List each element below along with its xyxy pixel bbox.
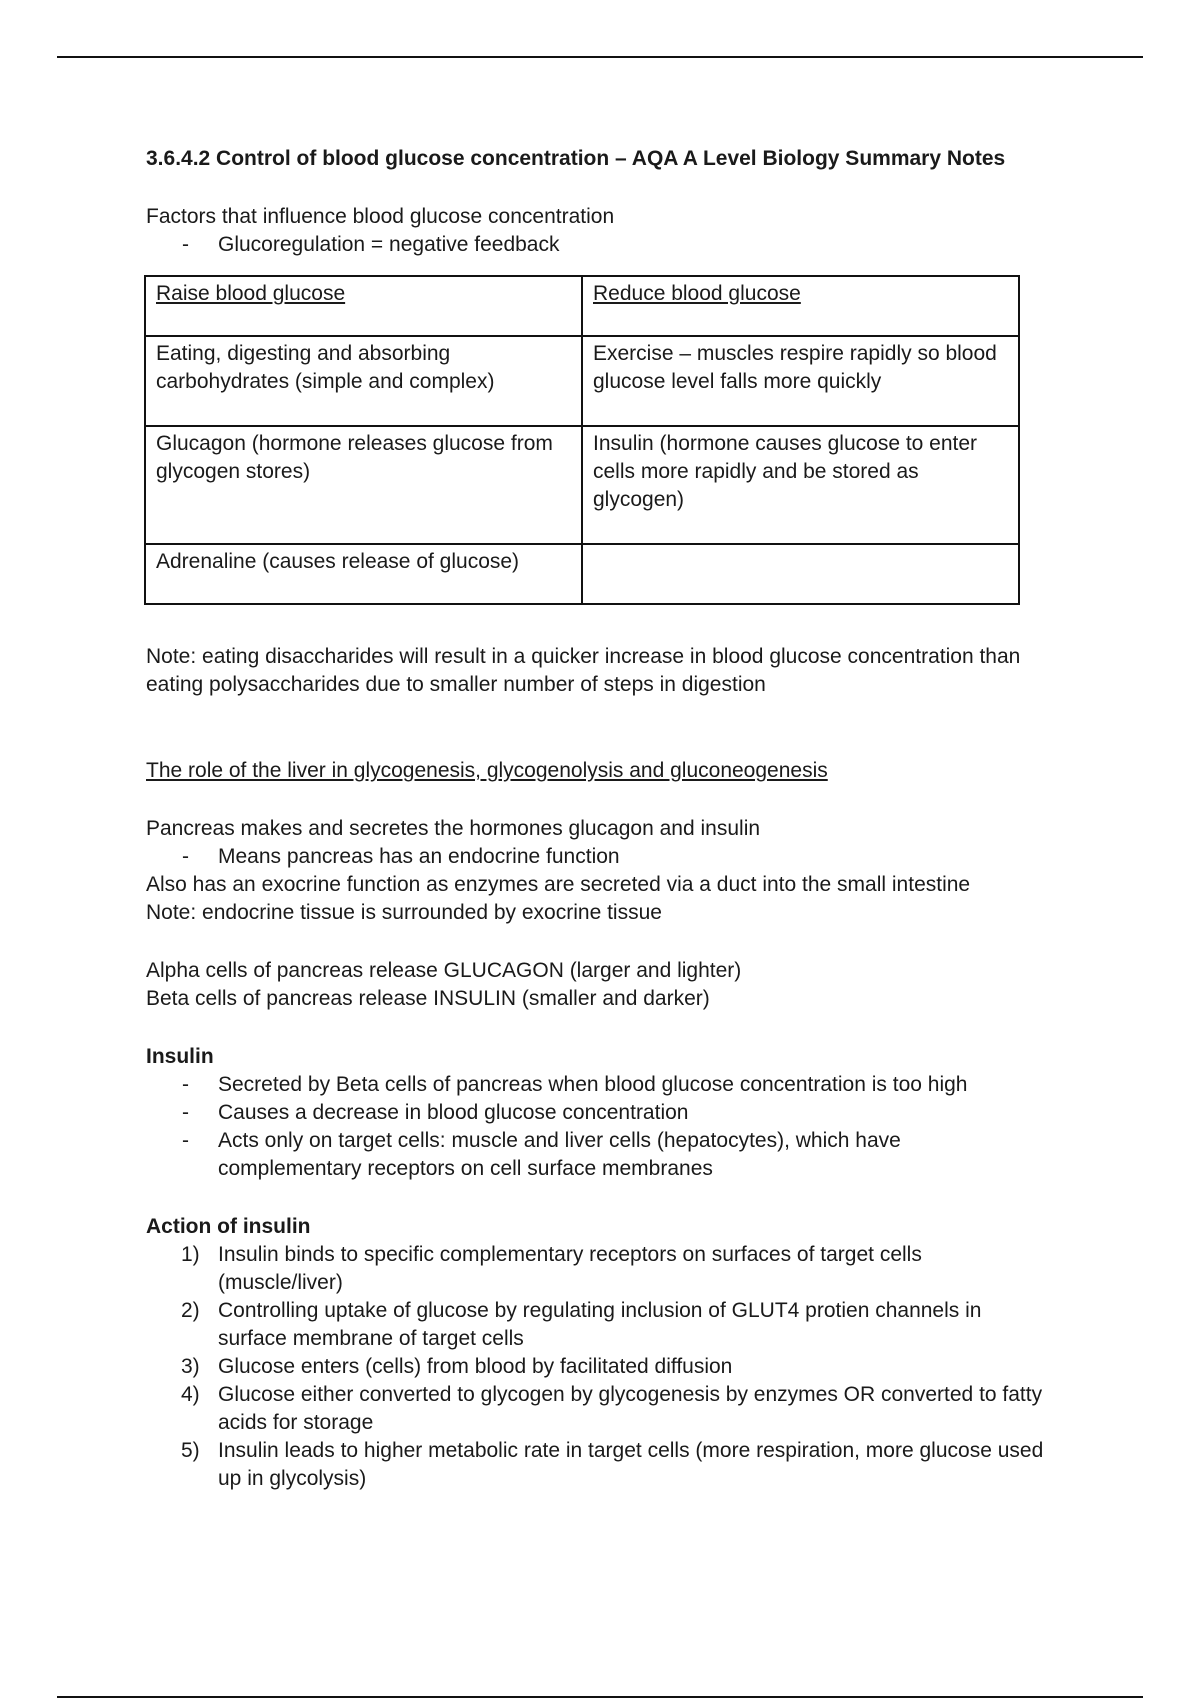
factors-table <box>144 275 1020 605</box>
table-cell: Glucagon (hormone releases glucose from glycogen stores) <box>145 426 582 544</box>
insulin-heading: Insulin <box>146 1045 214 1068</box>
factors-heading: Factors that influence blood glucose concentration <box>146 205 615 228</box>
list-item <box>181 1437 1046 1493</box>
beta-cells-line: Beta cells of pancreas release INSULIN (smaller and darker) <box>146 987 710 1010</box>
step-text: Glucose enters (cells) from blood by facilitated diffusion <box>218 1355 733 1378</box>
step-text: Controlling uptake of glucose by regulating inclusion of GLUT4 protien channels in surface membrane of target cells <box>218 1299 982 1350</box>
table-cell: Eating, digesting and absorbing carbohydrates (simple and complex) <box>145 336 582 426</box>
step-number: 3) <box>181 1355 200 1378</box>
digestion-note: Note: eating disaccharides will result in a quicker increase in blood glucose concentration than eating polysaccharides due to smaller number of steps in digestion <box>146 645 1021 696</box>
table-cell <box>582 544 1019 604</box>
step-number: 2) <box>181 1299 200 1322</box>
step-text: Glucose either converted to glycogen by glycogenesis by enzymes OR converted to fatty acids for storage <box>218 1383 1043 1434</box>
document-title: 3.6.4.2 Control of blood glucose concentration – AQA A Level Biology Summary Notes <box>146 147 1006 170</box>
table-row <box>145 426 1019 544</box>
list-item <box>181 1381 1046 1437</box>
list-item: - Means pancreas has an endocrine function <box>218 843 1046 871</box>
table-row <box>145 544 1019 604</box>
header-rule <box>57 56 1143 58</box>
table-cell: Adrenaline (causes release of glucose) <box>145 544 582 604</box>
table-row <box>145 336 1019 426</box>
list-item: - Causes a decrease in blood glucose concentration <box>218 1099 1046 1127</box>
document-page <box>146 145 1046 1493</box>
factors-list <box>146 231 1046 259</box>
footer-rule <box>57 1696 1143 1698</box>
table-cell: Insulin (hormone causes glucose to enter cells more rapidly and be stored as glycogen) <box>582 426 1019 544</box>
table-header-reduce: Reduce blood glucose <box>582 276 1019 336</box>
step-number: 4) <box>181 1383 200 1406</box>
table-cell: Exercise – muscles respire rapidly so blood glucose level falls more quickly <box>582 336 1019 426</box>
action-of-insulin-heading: Action of insulin <box>146 1215 311 1238</box>
list-item <box>181 1297 1046 1353</box>
insulin-list <box>146 1071 1046 1183</box>
list-item <box>181 1353 1046 1381</box>
step-number: 5) <box>181 1439 200 1462</box>
action-steps-list <box>146 1241 1046 1493</box>
table-header-raise: Raise blood glucose <box>145 276 582 336</box>
list-item <box>181 1241 1046 1297</box>
step-text: Insulin binds to specific complementary receptors on surfaces of target cells (muscle/liver) <box>218 1243 922 1294</box>
pancreas-list <box>146 843 1046 871</box>
liver-section-heading: The role of the liver in glycogenesis, glycogenolysis and gluconeogenesis <box>146 759 828 782</box>
endocrine-note: Note: endocrine tissue is surrounded by exocrine tissue <box>146 901 662 924</box>
exocrine-line: Also has an exocrine function as enzymes are secreted via a duct into the small intestine <box>146 873 971 896</box>
list-item: - Acts only on target cells: muscle and liver cells (hepatocytes), which have complementary receptors on cell surface membranes <box>218 1127 1046 1183</box>
list-item: - Glucoregulation = negative feedback <box>218 231 1046 259</box>
alpha-cells-line: Alpha cells of pancreas release GLUCAGON (larger and lighter) <box>146 959 742 982</box>
table-header-row <box>145 276 1019 336</box>
step-number: 1) <box>181 1243 200 1266</box>
step-text: Insulin leads to higher metabolic rate in target cells (more respiration, more glucose used up in glycolysis) <box>218 1439 1044 1490</box>
list-item: - Secreted by Beta cells of pancreas when blood glucose concentration is too high <box>218 1071 1046 1099</box>
pancreas-line: Pancreas makes and secretes the hormones glucagon and insulin <box>146 817 761 840</box>
